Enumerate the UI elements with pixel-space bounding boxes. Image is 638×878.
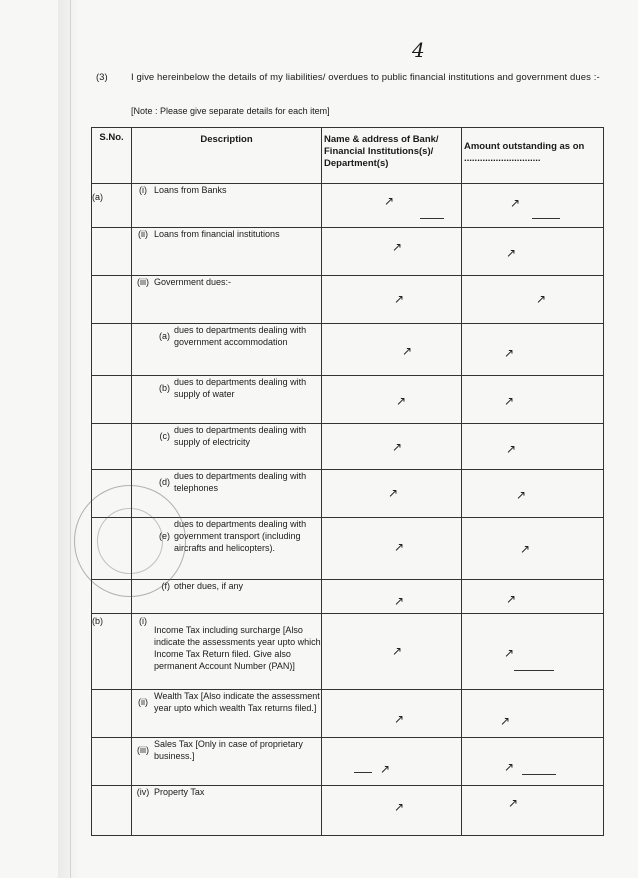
row-text: other dues, if any (174, 581, 244, 591)
tick-mark: ↗ (504, 346, 515, 360)
row-roman: (ii) (138, 229, 148, 239)
row-text: Sales Tax [Only in case of proprietary business.] (154, 739, 303, 761)
header-amount: Amount outstanding as on ............................. (462, 128, 604, 184)
page-fold-shadow (58, 0, 80, 878)
header-sno: S.No. (92, 128, 132, 184)
tick-mark: ↗ (392, 644, 403, 658)
official-seal-stamp (74, 485, 186, 597)
tick-mark: ↗ (520, 542, 531, 556)
tick-mark: ↗ (504, 394, 515, 408)
tick-mark: ↗ (536, 292, 547, 306)
tick-mark: ↗ (392, 240, 403, 254)
item-number: (3) (96, 72, 108, 83)
row-text: dues to departments dealing with telephones (174, 471, 307, 493)
dash-mark (420, 218, 444, 219)
row-text: Income Tax including surcharge [Also indicate the assessments year upto which Income Tax Return filed. Give also permanent Account Number (PAN)] (154, 625, 321, 671)
table-row (92, 580, 604, 614)
dash-mark (354, 772, 372, 773)
dash-mark (522, 774, 556, 775)
row-text: Wealth Tax [Also indicate the assessment year upto which wealth Tax returns filed.] (154, 691, 320, 713)
row-text: Government dues:- (154, 277, 232, 287)
table-header-row (92, 128, 604, 184)
row-sub-label: (f) (161, 581, 170, 591)
table-row (92, 324, 604, 376)
row-text: Loans from financial institutions (154, 229, 280, 239)
table-row (92, 376, 604, 424)
page-number: 4 (412, 38, 425, 62)
row-roman: (i) (139, 185, 147, 195)
row-text: dues to departments dealing with government transport (including aircrafts and helicopters). (174, 519, 307, 553)
section-label-b: (b) (92, 614, 132, 690)
tick-mark: ↗ (392, 440, 403, 454)
row-sub-label: (a) (159, 331, 170, 341)
tick-mark: ↗ (380, 762, 391, 776)
row-text: dues to departments dealing with supply of electricity (174, 425, 307, 447)
table-row (92, 786, 604, 836)
dash-mark (514, 670, 554, 671)
table-row (92, 614, 604, 690)
liabilities-table (91, 127, 604, 836)
tick-mark: ↗ (396, 394, 407, 408)
tick-mark: ↗ (504, 646, 515, 660)
row-roman: (ii) (138, 697, 148, 707)
intro-text: I give hereinbelow the details of my liabilities/ overdues to public financial institutions and government dues :- (131, 72, 600, 83)
row-sub-label: (d) (159, 477, 170, 487)
seal-inner-ring (97, 508, 163, 574)
tick-mark: ↗ (394, 712, 405, 726)
table-row (92, 184, 604, 228)
tick-mark: ↗ (504, 760, 515, 774)
tick-mark: ↗ (402, 344, 413, 358)
tick-mark: ↗ (516, 488, 527, 502)
tick-mark: ↗ (510, 196, 521, 210)
table-row (92, 424, 604, 470)
tick-mark: ↗ (506, 592, 517, 606)
tick-mark: ↗ (394, 800, 405, 814)
row-text: Property Tax (154, 787, 205, 797)
row-text: Loans from Banks (154, 185, 227, 195)
tick-mark: ↗ (394, 594, 405, 608)
row-sub-label: (b) (159, 383, 170, 393)
table-row (92, 228, 604, 276)
dash-mark (532, 218, 560, 219)
tick-mark: ↗ (394, 540, 405, 554)
tick-mark: ↗ (508, 796, 519, 810)
tick-mark: ↗ (506, 246, 517, 260)
table-row (92, 690, 604, 738)
header-description: Description (132, 128, 322, 184)
row-roman: (iii) (137, 745, 149, 755)
row-roman: (iv) (136, 787, 150, 797)
row-sub-label: (e) (159, 531, 170, 541)
tick-mark: ↗ (394, 292, 405, 306)
section-label-a: (a) (92, 184, 132, 228)
row-text: dues to departments dealing with government accommodation (174, 325, 307, 347)
tick-mark: ↗ (500, 714, 511, 728)
header-bank: Name & address of Bank/ Financial Institutions(s)/ Department(s) (322, 128, 462, 184)
tick-mark: ↗ (384, 194, 395, 208)
row-roman: (iii) (137, 277, 149, 287)
page-fold-line (70, 0, 71, 878)
table-row (92, 276, 604, 324)
row-roman: (i) (139, 616, 147, 626)
table-row (92, 738, 604, 786)
row-text: dues to departments dealing with supply of water (174, 377, 307, 399)
tick-mark: ↗ (506, 442, 517, 456)
row-sub-label: (c) (159, 431, 170, 441)
tick-mark: ↗ (388, 486, 399, 500)
note-text: [Note : Please give separate details for each item] (131, 106, 330, 116)
